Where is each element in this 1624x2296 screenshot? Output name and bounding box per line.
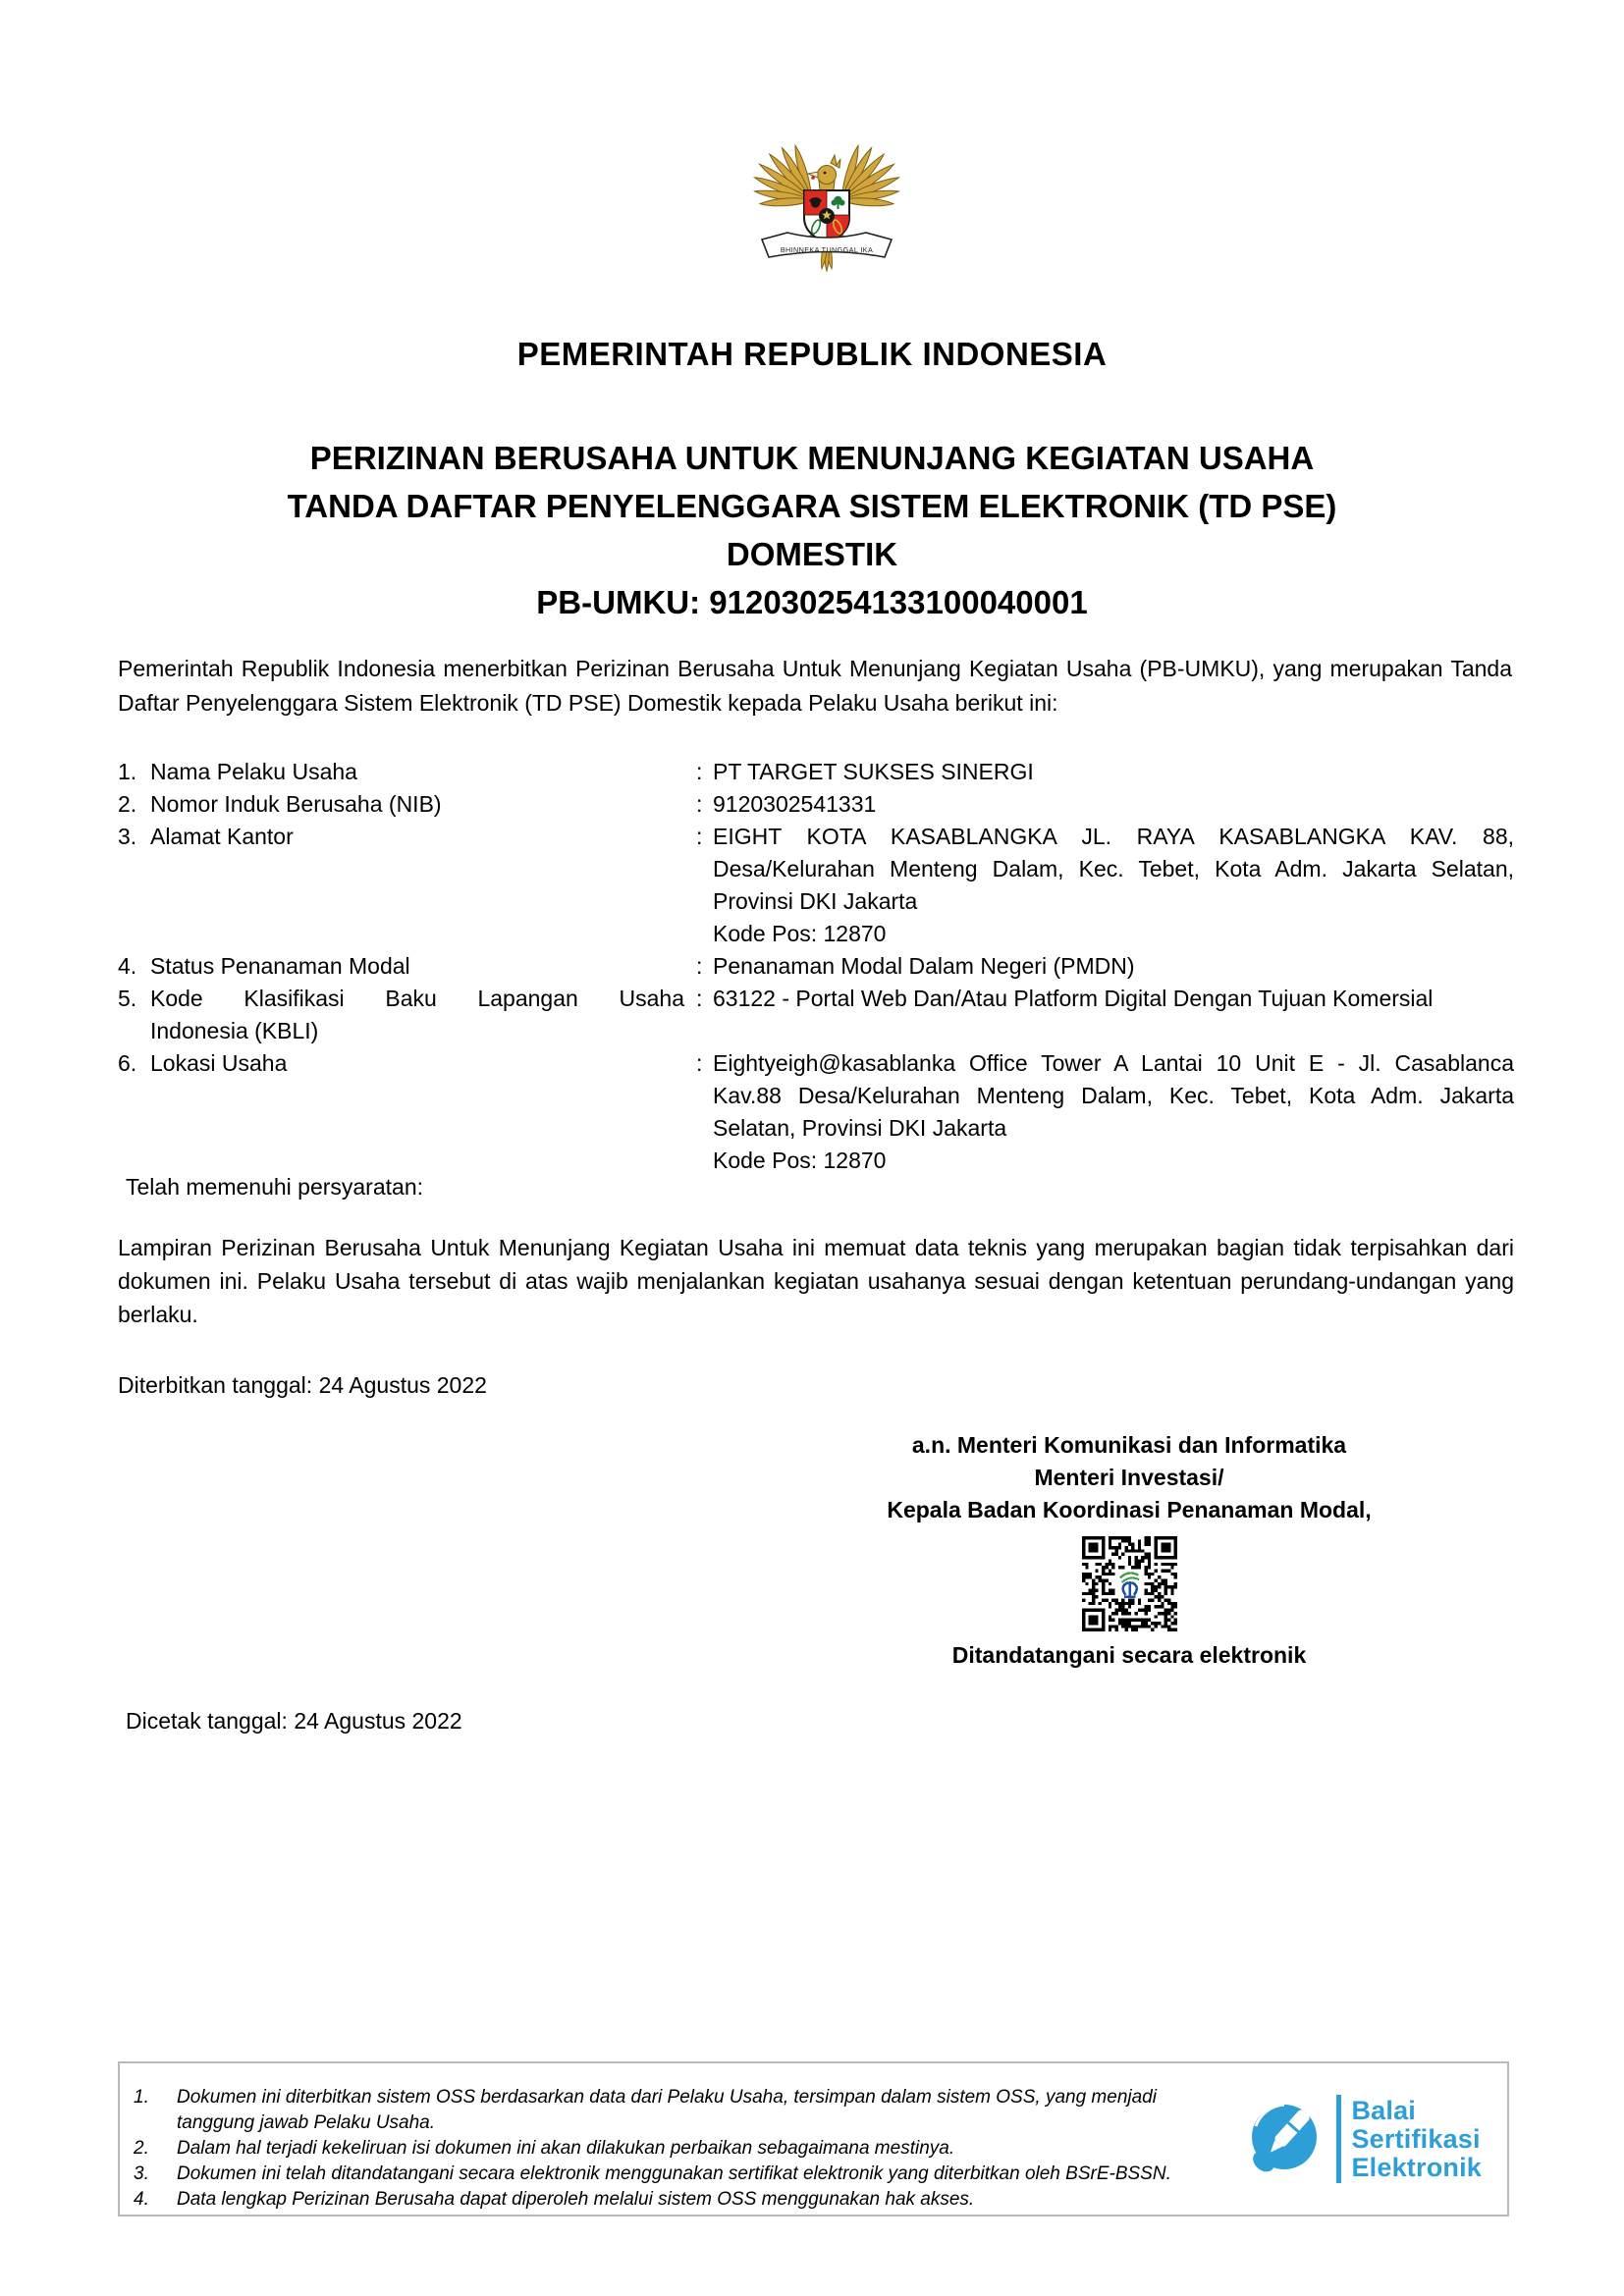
item-value: PT TARGET SUKSES SINERGI	[713, 759, 1034, 784]
footer-note	[134, 2162, 1231, 2187]
bse-text-line2: Sertifikasi	[1351, 2123, 1481, 2154]
requirements-line: Telah memenuhi persyaratan:	[126, 1174, 423, 1200]
item-number: 2.	[118, 791, 137, 817]
document-title-pbumku: PB-UMKU: 912030254133100040001	[536, 584, 1088, 620]
item-label: Nama Pelaku Usaha	[150, 759, 357, 784]
item-value: 9120302541331	[713, 791, 877, 817]
postal-code: Kode Pos: 12870	[713, 1148, 887, 1173]
signatory-line2: Menteri Investasi/	[1034, 1465, 1224, 1490]
item-label: Status Penanaman Modal	[150, 953, 410, 979]
pancasila-shield	[804, 190, 849, 242]
colon: :	[696, 759, 703, 784]
footer-notes-box	[118, 2061, 1509, 2216]
note-number: 2.	[134, 2138, 149, 2159]
colon: :	[696, 953, 703, 979]
item-value	[713, 821, 1514, 950]
address-text: EIGHT KOTA KASABLANGKA JL. RAYA KASABLANGKA KAV. 88, Desa/Kelurahan Menteng Dalam, Kec. Tebet, Kota Adm. Jakarta Selatan, Provinsi DKI Jakarta	[713, 824, 1514, 914]
garuda-crest	[831, 155, 840, 168]
item-label: Lokasi Usaha	[150, 1050, 288, 1076]
colon: :	[696, 986, 703, 1011]
list-item-kbli	[118, 983, 1514, 1047]
garuda-eye	[824, 172, 827, 175]
item-value: Penanaman Modal Dalam Negeri (PMDN)	[713, 953, 1135, 979]
footer-notes	[134, 2085, 1231, 2213]
note-text: Dokumen ini telah ditandatangani secara elektronik menggunakan sertifikat elektronik yang diterbitkan oleh BSrE-BSSN.	[177, 2163, 1171, 2184]
bse-logo-text	[1351, 2097, 1482, 2182]
document-title	[108, 434, 1516, 626]
document-title-line2: TANDA DAFTAR PENYELENGGARA SISTEM ELEKTRONIK (TD PSE)	[287, 488, 1337, 524]
bse-pen-icon	[1242, 2097, 1326, 2181]
garuda-emblem-svg	[748, 114, 905, 275]
document-title-line3: DOMESTIK	[726, 536, 898, 572]
footer-note	[134, 2187, 1231, 2213]
qr-code-svg	[1082, 1536, 1177, 1631]
detail-list	[118, 756, 1514, 1177]
list-item-nib	[118, 788, 1514, 821]
item-value	[713, 1047, 1514, 1177]
item-number: 5.	[118, 986, 137, 1011]
signature-block	[835, 1429, 1424, 1672]
closing-paragraph: Lampiran Perizinan Berusaha Untuk Menunjang Kegiatan Usaha ini memuat data teknis yang merupakan bagian tidak terpisahkan dari dokumen ini. Pelaku Usaha tersebut di atas wajib menjalankan kegiatan usahanya sesuai dengan ketentuan perundang-undangan yang berlaku.	[118, 1235, 1514, 1327]
government-title: PEMERINTAH REPUBLIK INDONESIA	[516, 336, 1108, 372]
postal-code: Kode Pos: 12870	[713, 921, 887, 946]
kbli-label-line2: Indonesia (KBLI)	[150, 1018, 319, 1043]
note-text: Data lengkap Perizinan Berusaha dapat diperoleh melalui sistem OSS menggunakan hak akses.	[177, 2189, 975, 2210]
note-text: Dokumen ini diterbitkan sistem OSS berdasarkan data dari Pelaku Usaha, tersimpan dalam sistem OSS, yang menjadi tanggung jawab Pelaku Usaha.	[177, 2087, 1157, 2133]
signatory-line1: a.n. Menteri Komunikasi dan Informatika	[911, 1432, 1347, 1458]
intro-paragraph: Pemerintah Republik Indonesia menerbitkan Perizinan Berusaha Untuk Menunjang Kegiatan Usaha (PB-UMKU), yang merupakan Tanda Daftar Penyelenggara Sistem Elektronik (TD PSE) Domestik kepada Pelaku Usaha berikut ini:	[118, 656, 1512, 716]
list-item-nama-pelaku-usaha	[118, 756, 1514, 788]
item-value: 63122 - Portal Web Dan/Atau Platform Digital Dengan Tujuan Komersial	[713, 986, 1434, 1011]
list-item-alamat-kantor	[118, 821, 1514, 950]
note-number: 4.	[134, 2189, 149, 2210]
item-number: 4.	[118, 953, 137, 979]
note-number: 1.	[134, 2087, 149, 2108]
address-text: Eightyeigh@kasablanka Office Tower A Lantai 10 Unit E - Jl. Casablanca Kav.88 Desa/Kelurahan Menteng Dalam, Kec. Tebet, Kota Adm. Jakarta Selatan, Provinsi DKI Jakarta	[713, 1050, 1514, 1141]
item-label	[150, 983, 696, 1047]
motto-text: BHINNEKA TUNGGAL IKA	[780, 245, 874, 254]
colon: :	[696, 791, 703, 817]
issued-date: Diterbitkan tanggal: 24 Agustus 2022	[118, 1372, 487, 1398]
footer-note	[134, 2085, 1231, 2136]
bkpm-logo	[1114, 1569, 1144, 1598]
item-number: 3.	[118, 824, 137, 849]
garuda-wattle	[811, 176, 815, 180]
note-text: Dalam hal terjadi kekeliruan isi dokumen ini akan dilakukan perbaikan sebagaimana mestinya.	[177, 2138, 955, 2159]
item-label: Alamat Kantor	[150, 824, 294, 849]
item-label: Nomor Induk Berusaha (NIB)	[150, 791, 442, 817]
esign-statement: Ditandatangani secara elektronik	[951, 1642, 1307, 1668]
bse-text-line3: Elektronik	[1351, 2152, 1482, 2182]
document-title-line1: PERIZINAN BERUSAHA UNTUK MENUNJANG KEGIATAN USAHA	[309, 440, 1315, 476]
colon: :	[696, 824, 703, 849]
item-number: 1.	[118, 759, 137, 784]
bse-divider	[1336, 2095, 1341, 2183]
bse-logo	[1242, 2081, 1482, 2197]
colon: :	[696, 1050, 703, 1076]
printed-date: Dicetak tanggal: 24 Agustus 2022	[126, 1708, 462, 1734]
kbli-label-line1: Kode Klasifikasi Baku Lapangan Usaha	[150, 986, 684, 1011]
garuda-pancasila-emblem	[748, 114, 905, 273]
item-number: 6.	[118, 1050, 137, 1076]
signatory-line3: Kepala Badan Koordinasi Penanaman Modal,	[887, 1497, 1372, 1522]
footer-note	[134, 2136, 1231, 2162]
garuda-head	[818, 166, 837, 185]
qr-code	[1082, 1536, 1177, 1631]
list-item-status-penanaman-modal	[118, 950, 1514, 983]
list-item-lokasi-usaha	[118, 1047, 1514, 1177]
note-number: 3.	[134, 2163, 149, 2184]
bse-text-line1: Balai	[1351, 2095, 1416, 2125]
